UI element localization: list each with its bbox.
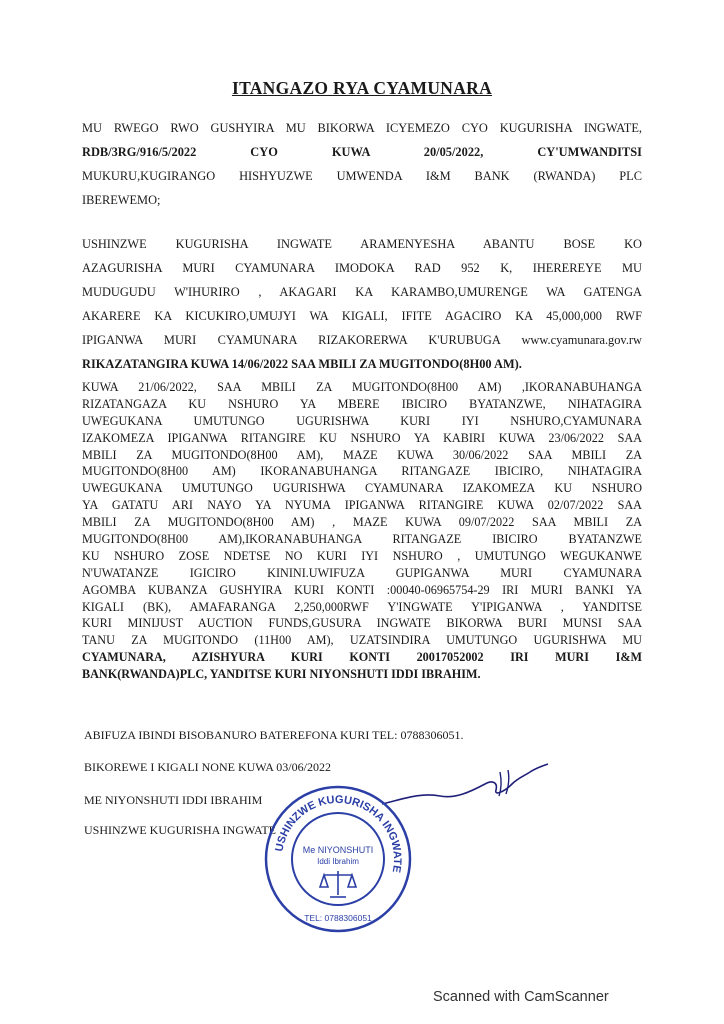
camscanner-watermark: Scanned with CamScanner (433, 989, 609, 1005)
text-line: KIGALI (BK), AMAFARANGA 2,250,000RWF Y'INGWATE Y'IPIGANWA , YANDITSE (82, 599, 642, 614)
signer-name: ME NIYONSHUTI IDDI IBRAHIM (84, 793, 263, 807)
signer-role: USHINZWE KUGURISHA INGWATE (84, 823, 276, 837)
text-line: AKARERE KA KICUKIRO,UMUJYI WA KIGALI, IFITE AGACIRO KA 45,000,000 RWF (82, 309, 642, 323)
text-line: N'UWATANZE IGICIRO KININI.UWIFUZA GUPIGANWA MURI CYAMUNARA (82, 565, 642, 580)
text-line: MUDUGUDU W'IHURIRO , AKAGARI KA KARAMBO,UMURENGE WA GATENGA (82, 285, 642, 299)
text-line: RIZATANGAZA KU NSHURO YA MBERE IBICIRO BYATANZWE, NIHATAGIRA (82, 396, 642, 411)
official-stamp (262, 783, 414, 935)
paragraph-schedule (82, 379, 642, 683)
text-line: MBILI ZA MUGITONDO(8H00 AM) , MAZE KUWA 09/07/2022 SAA MBILI ZA (82, 515, 642, 530)
text-line: AGOMBA KUBANZA GUSHYIRA KURI KONTI :00040-06965754-29 IRI MURI BANKI YA (82, 582, 642, 597)
place-date-line: BIKOREWE I KIGALI NONE KUWA 03/06/2022 (84, 760, 331, 774)
text-line: KUWA 21/06/2022, SAA MBILI ZA MUGITONDO(8H00 AM) ,IKORANABUHANGA (82, 380, 642, 394)
contact-line: ABIFUZA IBINDI BISOBANURO BATEREFONA KURI TEL: 0788306051. (84, 728, 464, 742)
text-line: MBILI ZA MUGITONDO(8H00 AM), MAZE KUWA 30/06/2022 SAA MBILI ZA (82, 447, 642, 462)
text-line: CYAMUNARA, AZISHYURA KURI KONTI 20017052002 IRI MURI I&M (82, 650, 642, 665)
scales-of-justice-icon (320, 871, 356, 897)
stamp-tel: TEL: 0788306051 (304, 913, 372, 923)
text-line: UWEGUKANA UMUTUNGO UGURISHWA KURI IYI NSHURO,CYAMUNARA (82, 413, 642, 428)
text-line: USHINZWE KUGURISHA INGWATE ARAMENYESHA ABANTU BOSE KO (82, 237, 642, 251)
text-line: IBEREWEMO; (82, 193, 161, 207)
text-line: UWEGUKANA UMUTUNGO UGURISHWA CYAMUNARA IZAKOMEZA KU NSHURO (82, 481, 642, 496)
text-line: MU RWEGO RWO GUSHYIRA MU BIKORWA ICYEMEZO CYO KUGURISHA INGWATE, (82, 121, 642, 135)
text-line: MUKURU,KUGIRANGO HISHYUZWE UMWENDA I&M BANK (RWANDA) PLC (82, 169, 642, 183)
text-line: MUGITONDO(8H00 AM) IKORANABUHANGA RITANGAZE IBICIRO, NIHATAGIRA (82, 464, 642, 479)
text-line: YA GATATU ARI NAYO YA NYUMA IPIGANWA RITANGIRE KUWA 02/07/2022 SAA (82, 498, 642, 513)
text-line: IPIGANWA MURI CYAMUNARA RIZAKORERWA K'URUBUGA www.cyamunara.gov.rw (82, 333, 642, 347)
stamp-ring-text: USHINZWE KUGURISHA INGWATE (273, 793, 404, 874)
stamp-inner-line1: Me NIYONSHUTI (302, 845, 374, 855)
notice-title: ITANGAZO RYA CYAMUNARA (231, 78, 493, 98)
paragraph-property (82, 232, 642, 376)
text-line: RIKAZATANGIRA KUWA 14/06/2022 SAA MBILI ZA MUGITONDO(8H00 AM). (82, 357, 522, 371)
text-line: BANK(RWANDA)PLC, YANDITSE KURI NIYONSHUTI IDDI IBRAHIM. (82, 667, 481, 682)
text-line: MUGITONDO(8H00 AM),IKORANABUHANGA RITANGAZE IBICIRO BYATANZWE (82, 532, 642, 547)
stamp-inner-line2: Iddi Ibrahim (317, 857, 359, 866)
text-line: IZAKOMEZA IPIGANWA RITANGIRE KU NSHURO YA KABIRI KUWA 23/06/2022 SAA (82, 430, 642, 445)
text-line: TANU ZA MUGITONDO (11H00 AM), UZATSINDIRA UMUTUNGO UGURISHWA MU (82, 633, 642, 648)
text-line: AZAGURISHA MURI CYAMUNARA IMODOKA RAD 952 K, IHEREREYE MU (82, 261, 642, 275)
text-line: KURI MINIJUST AUCTION FUNDS,GUSURA INGWATE BIKORWA BURI MUNSI SAA (82, 616, 642, 631)
text-line: RDB/3RG/916/5/2022 CYO KUWA 20/05/2022, CY'UMWANDITSI (82, 145, 642, 159)
paragraph-court-order (82, 116, 642, 212)
text-line: KU NSHURO ZOSE NDETSE NO KURI IYI NSHURO , UMUTUNGO WEGUKANWE (82, 548, 642, 563)
